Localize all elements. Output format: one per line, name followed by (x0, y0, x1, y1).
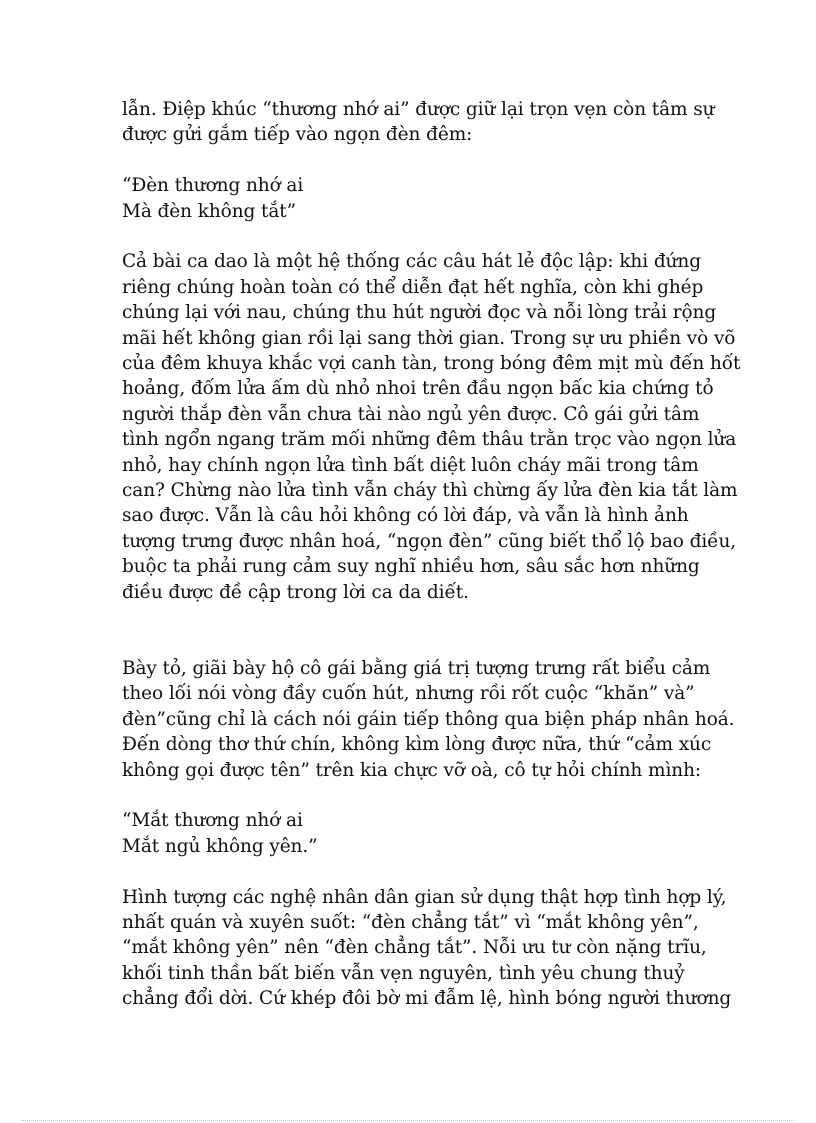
text-line: lẫn. Điệp khúc “thương nhớ ai” được giữ lại trọn vẹn còn tâm sự (122, 99, 715, 120)
text-line: “mắt không yên” nên “đèn chẳng tắt”. Nỗi ưu tư còn nặng trĩu, (122, 937, 707, 959)
paragraph-4 (122, 885, 732, 1012)
paragraph-spacer (122, 859, 722, 884)
paragraph-3 (122, 656, 735, 783)
paragraph-spacer (122, 605, 722, 656)
text-line: theo lối nói vòng đầy cuốn hút, nhưng rồi rốt cuộc “khăn” và” (122, 683, 695, 705)
text-line: hoảng, đốm lửa ấm dù nhỏ nhoi trên đầu ngọn bấc kia chứng tỏ (122, 378, 714, 400)
text-line: được gửi gắm tiếp vào ngọn đèn đêm: (122, 124, 473, 146)
paragraph-spacer (122, 148, 722, 173)
quote-2 (122, 808, 722, 859)
text-line: buộc ta phải rung cảm suy nghĩ nhiều hơn, sâu sắc hơn những (122, 556, 700, 578)
text-line: chúng lại với nau, chúng thu hút người đọc và nỗi lòng trải rộng (122, 302, 717, 324)
text-line: người thắp đèn vẫn chưa tài nào ngủ yên được. Cô gái gửi tâm (122, 403, 700, 425)
quote-1 (122, 173, 722, 224)
paragraph-1 (122, 97, 722, 148)
text-line: không gọi được tên” trên kia chực vỡ oà, cô tự hỏi chính mình: (122, 759, 702, 781)
text-line: Cả bài ca dao là một hệ thống các câu hát lẻ độc lập: khi đứng (122, 251, 701, 273)
text-line: điều được đề cập trong lời ca da diết. (122, 581, 469, 603)
verse-line: “Mắt thương nhớ ai (122, 810, 303, 832)
verse-line: Mắt ngủ không yên.” (122, 835, 318, 857)
text-line: tình ngổn ngang trăm mối những đêm thâu trằn trọc vào ngọn lửa (122, 429, 737, 451)
text-line: của đêm khuya khắc vợi canh tàn, trong bóng đêm mịt mù đến hốt (122, 353, 741, 375)
text-line: Đến dòng thơ thứ chín, không kìm lòng được nữa, thứ “cảm xúc (122, 734, 712, 756)
page-bottom-divider (22, 1120, 794, 1121)
text-line: Hình tượng các nghệ nhân dân gian sử dụng thật hợp tình hợp lý, (122, 886, 727, 908)
verse-line: “Đèn thương nhớ ai (122, 175, 304, 197)
text-line: riêng chúng hoàn toàn có thể diễn đạt hết nghĩa, còn khi ghép (122, 276, 704, 298)
text-line: mãi hết không gian rồi lại sang thời gian. Trong sự ưu phiền vò võ (122, 327, 736, 349)
text-line: tượng trưng được nhân hoá, “ngọn đèn” cũng biết thổ lộ bao điều, (122, 530, 737, 552)
text-line: nhỏ, hay chính ngọn lửa tình bất diệt luôn cháy mãi trong tâm (122, 454, 699, 476)
text-line: chẳng đổi dời. Cứ khép đôi bờ mi đẫm lệ, hình bóng người thương (122, 988, 732, 1010)
document-page (122, 97, 741, 1012)
paragraph-spacer (122, 224, 722, 249)
text-line: khối tinh thần bất biến vẫn vẹn nguyên, tình yêu chung thuỷ (122, 962, 685, 984)
text-line: đèn”cũng chỉ là cách nói gáin tiếp thông qua biện pháp nhân hoá. (122, 708, 735, 730)
text-line: can? Chừng nào lửa tình vẫn cháy thì chừng ấy lửa đèn kia tắt làm (122, 480, 738, 502)
text-line: Bày tỏ, giãi bày hộ cô gái bằng giá trị tượng trưng rất biểu cảm (122, 657, 711, 679)
paragraph-2 (122, 249, 741, 605)
paragraph-spacer (122, 783, 722, 808)
text-line: sao được. Vẫn là câu hỏi không có lời đáp, và vẫn là hình ảnh (122, 505, 689, 527)
verse-line: Mà đèn không tắt” (122, 200, 296, 222)
text-line: nhất quán và xuyên suốt: “đèn chẳng tắt” vì “mắt không yên”, (122, 911, 699, 933)
